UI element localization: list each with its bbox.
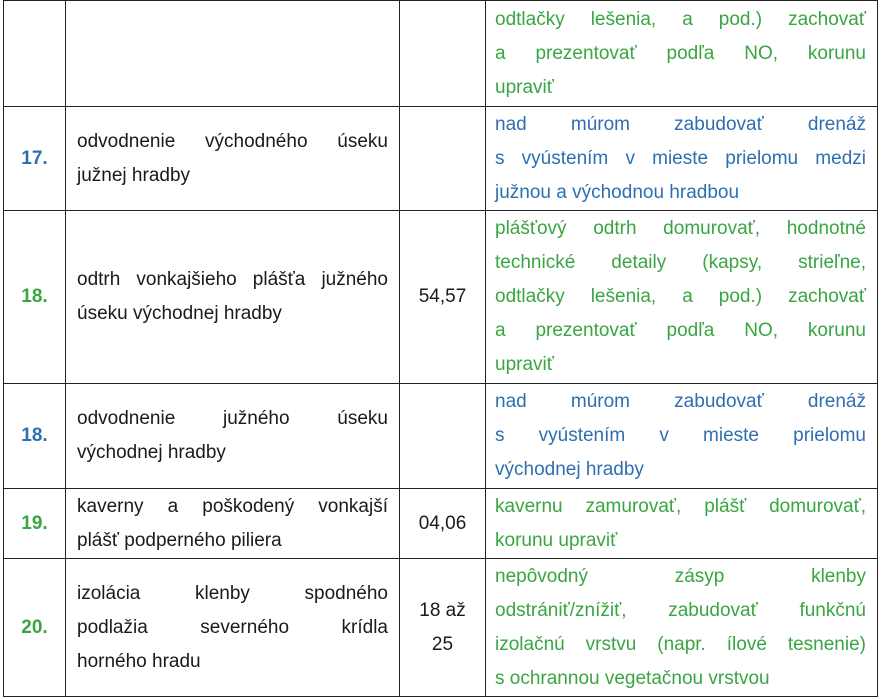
table-row: [4, 211, 878, 384]
table-row: [4, 384, 878, 489]
description-line: východnej hradby: [77, 442, 226, 463]
description-line: kaverny a poškodený vonkajší: [77, 495, 388, 517]
measure-line: technické detaily (kapsy, strieľne,: [495, 252, 866, 273]
km-value: 04,06: [418, 512, 467, 534]
row-measure: [486, 1, 878, 107]
km-value: 54,57: [418, 286, 467, 307]
row-km: [400, 1, 486, 107]
measures-table-body: [4, 1, 878, 697]
row-number: 18.: [4, 211, 66, 384]
measure-line: nad múrom zabudovať drenáž: [495, 113, 866, 135]
row-description: [66, 107, 400, 211]
row-description: [66, 1, 400, 107]
row-measure: [486, 559, 878, 697]
row-number: 19.: [4, 489, 66, 559]
description-line: plášť podperného piliera: [77, 529, 282, 551]
row-description: [66, 384, 400, 489]
table-row: [4, 559, 878, 697]
measure-line: a prezentovať podľa NO, korunu: [495, 320, 866, 341]
measure-line: korunu upraviť: [495, 529, 618, 551]
measure-line: plášťový odtrh domurovať, hodnotné: [495, 218, 866, 239]
measure-line: nad múrom zabudovať drenáž: [495, 391, 866, 412]
row-description: [66, 489, 400, 559]
measure-line: upraviť: [495, 354, 554, 375]
measure-line: nepôvodný zásyp klenby: [495, 565, 866, 587]
measure-line: s vyústením v mieste prielomu medzi: [495, 147, 866, 169]
row-measure: [486, 489, 878, 559]
measure-line: s vyústením v mieste prielomu: [495, 425, 866, 446]
description-line: horného hradu: [77, 650, 201, 672]
measure-line: s ochrannou vegetačnou vrstvou: [495, 667, 770, 689]
row-number: 17.: [4, 107, 66, 211]
description-line: podlažia severného krídla: [77, 616, 388, 638]
row-description: [66, 211, 400, 384]
measure-line: odtlačky lešenia, a pod.) zachovať: [495, 8, 866, 30]
row-km: [400, 211, 486, 384]
description-line: úseku východnej hradby: [77, 303, 282, 324]
measure-line: odstrániť/znížiť, zabudovať funkčnú: [495, 599, 866, 621]
row-number: [4, 1, 66, 107]
measure-line: kavernu zamurovať, plášť domurovať,: [495, 495, 866, 517]
measure-line: odtlačky lešenia, a pod.) zachovať: [495, 286, 866, 307]
measure-line: izolačnú vrstvu (napr. ílové tesnenie): [495, 633, 866, 655]
description-line: izolácia klenby spodného: [77, 582, 388, 604]
measures-table: [3, 0, 878, 697]
table-row: [4, 1, 878, 107]
measure-line: upraviť: [495, 76, 554, 98]
row-km: [400, 489, 486, 559]
row-measure: [486, 107, 878, 211]
row-number: 20.: [4, 559, 66, 697]
description-line: južnej hradby: [77, 164, 191, 186]
measure-line: a prezentovať podľa NO, korunu: [495, 42, 866, 64]
row-number: 18.: [4, 384, 66, 489]
table-row: [4, 489, 878, 559]
description-line: odvodnenie východného úseku: [77, 130, 388, 152]
row-measure: [486, 211, 878, 384]
table-row: [4, 107, 878, 211]
row-km: [400, 107, 486, 211]
description-line: odvodnenie južného úseku: [77, 408, 388, 429]
row-km: [400, 559, 486, 697]
description-line: odtrh vonkajšieho plášťa južného: [77, 269, 388, 290]
km-value: 18 až: [419, 599, 466, 621]
row-km: [400, 384, 486, 489]
km-value: 25: [431, 633, 454, 655]
measure-line: južnou a východnou hradbou: [495, 181, 740, 203]
row-description: [66, 559, 400, 697]
row-measure: [486, 384, 878, 489]
measure-line: východnej hradby: [495, 459, 644, 480]
